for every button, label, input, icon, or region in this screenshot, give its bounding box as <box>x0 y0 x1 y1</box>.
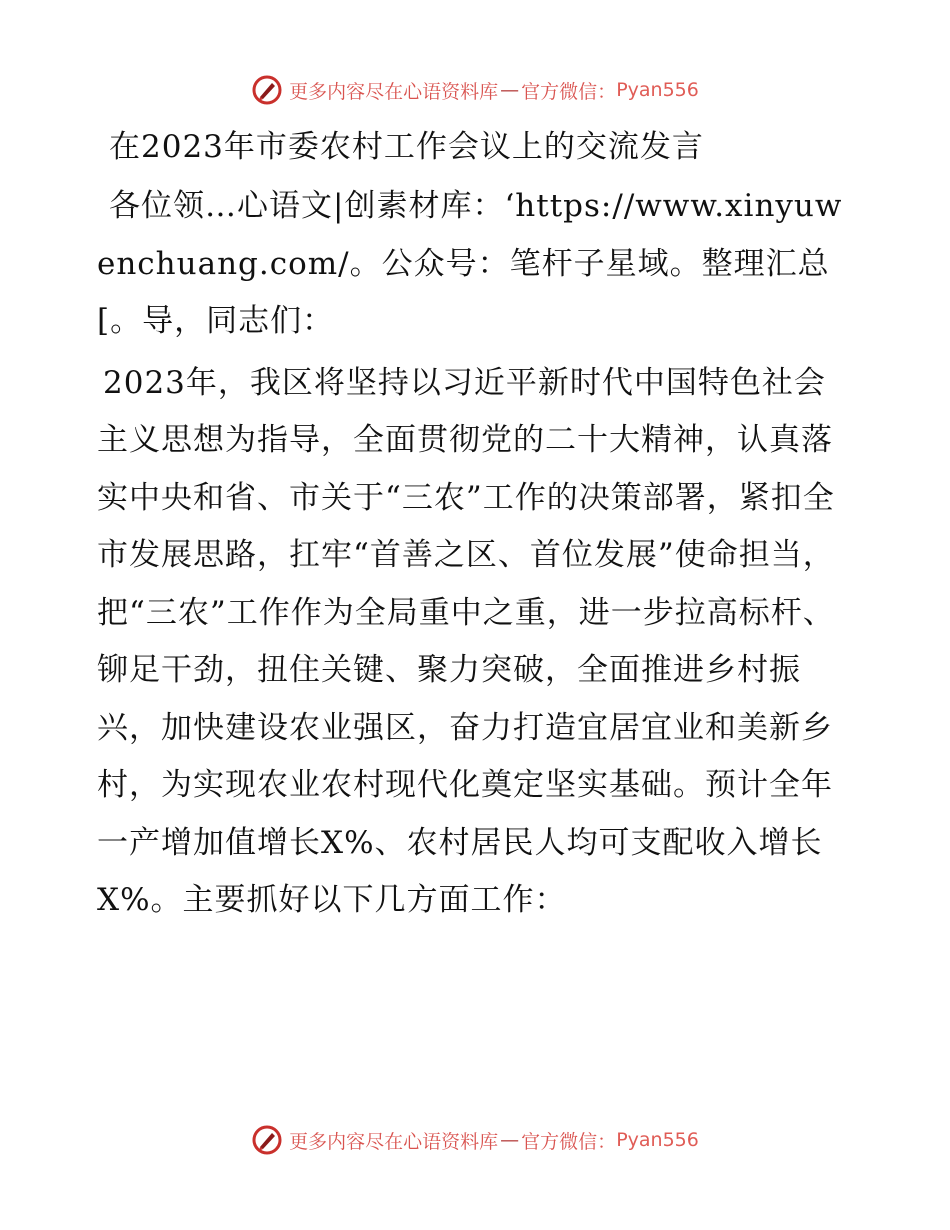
banner-account: Pyan556 <box>616 1129 699 1151</box>
document-title: 在2023年市委农村工作会议上的交流发言 <box>109 129 704 165</box>
body-paragraph: 2023年，我区将坚持以习近平新时代中国特色社会主义思想为指导，全面贯彻党的二十大精神，认真落实中央和省、市关于“三农”工作的决策部署，紧扣全市发展思路，扛牢“首善之区、首位发展”使命担当，把“三农”工作作为全局重中之重，进一步拉高标杆、铆足干劲，扭住关键、聚力突破，全面推进乡村振兴，加快建设农业强区，奋力打造宜居宜业和美新乡村，为实现农业农村现代化奠定坚实基础。预计全年一产增加值增长X%、农村居民人均可支配收入增长X%。主要抓好以下几方面工作： <box>97 364 835 918</box>
banner-separator: — <box>500 79 520 101</box>
document-body <box>97 120 857 930</box>
banner-account: Pyan556 <box>616 79 699 101</box>
pen-logo-icon <box>251 74 283 106</box>
pen-logo-icon <box>251 1124 283 1156</box>
banner-label: 官方微信： <box>521 80 617 103</box>
footer-watermark-banner <box>0 1120 950 1160</box>
banner-separator: — <box>500 1129 520 1151</box>
banner-text: 更多内容尽在心语资料库 <box>289 80 499 103</box>
banner-label: 官方微信： <box>521 1130 617 1153</box>
header-watermark-banner <box>0 70 950 110</box>
banner-text: 更多内容尽在心语资料库 <box>289 1130 499 1153</box>
salutation-paragraph: 各位领…心语文|创素材库：‘https://www.xinyuwenchuang.com/。公众号：笔杆子星域。整理汇总[。导，同志们： <box>97 188 843 339</box>
